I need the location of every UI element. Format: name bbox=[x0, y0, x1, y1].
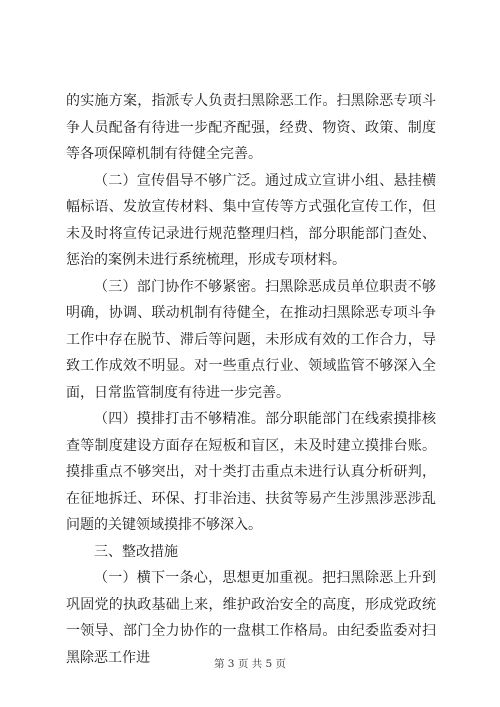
paragraph-coordination: （三）部门协作不够紧密。扫黑除恶成员单位职责不够明确，协调、联动机制有待健全，在推动扫黑除恶专项斗争工作中存在脱节、滞后等问题，未形成有效的工作合力，导致工作成效不明显。对一些重点行业、领域监管不够深入全面，日常监管制度有待进一步完善。 bbox=[66, 278, 436, 401]
paragraph-publicity: （二）宣传倡导不够广泛。通过成立宣讲小组、悬挂横幅标语、发放宣传材料、集中宣传等方式强化宣传工作，但未及时将宣传记录进行规范整理归档，部分职能部门查处、惩治的案例未进行系统梳理，形成专项材料。 bbox=[66, 172, 436, 268]
paragraph-continuation: 的实施方案，指派专人负责扫黑除恶工作。扫黑除恶专项斗争人员配备有待进一步配齐配强，经费、物资、政策、制度等各项保障机制有待健全完善。 bbox=[66, 93, 436, 162]
document-body bbox=[66, 88, 436, 671]
paragraph-investigation: （四）摸排打击不够精准。部分职能部门在线索摸排核查等制度建设方面存在短板和盲区，未及时建立摸排台账。摸排重点不够突出，对十类打击重点未进行认真分析研判，在征地拆迁、环保、打非治违、扶贫等易产生涉黑涉恶涉乱问题的关键领域摸排不够深入。 bbox=[66, 411, 436, 533]
page-number-footer: 第 3 页 共 5 页 bbox=[213, 658, 287, 670]
paragraph-measures: （一）横下一条心，思想更加重视。把扫黑除恶上升到巩固党的执政基础上来，维护政治安全的高度，形成党政统一领导、部门全力协作的一盘棋工作格局。由纪委监委对扫黑除恶工作进 bbox=[66, 570, 436, 666]
section-heading: 三、整改措施 bbox=[94, 543, 178, 560]
